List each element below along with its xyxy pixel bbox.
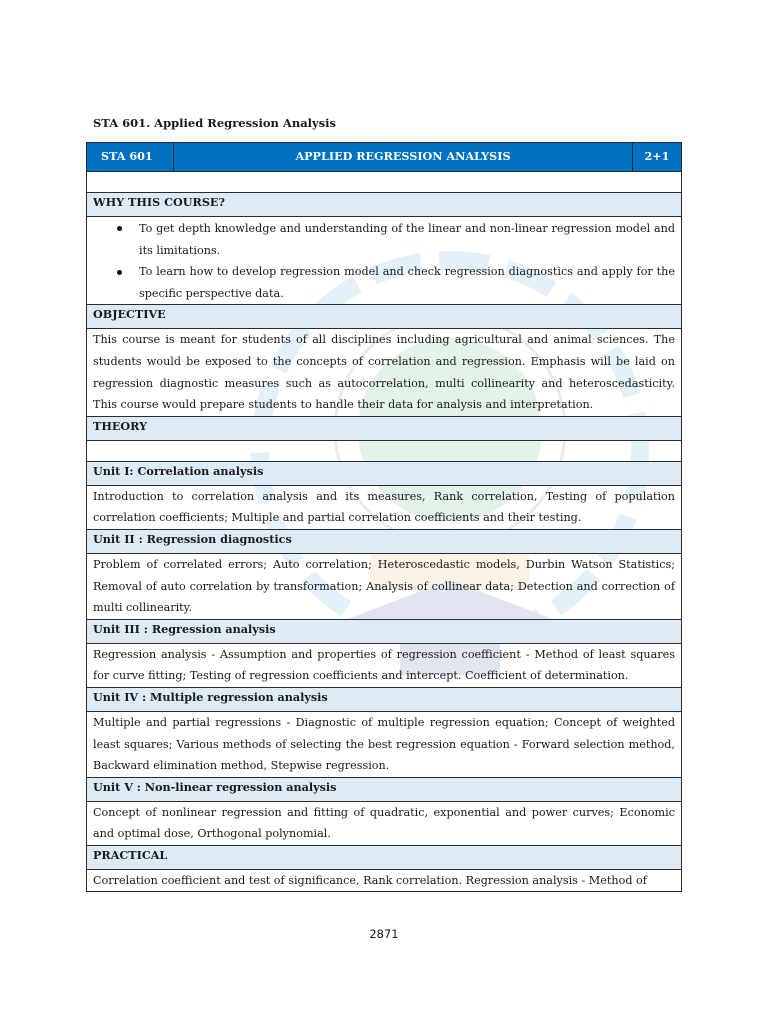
section-heading-row	[87, 687, 682, 711]
practical-body-row	[87, 869, 682, 892]
practical-heading: PRACTICAL	[87, 845, 682, 869]
objective-body-row	[87, 329, 682, 416]
objective-text: This course is meant for students of all disciplines including agricultural and animal sciences. The students would be exposed to the concepts of correlation and regression. Emphasis will be laid on regression diagnostic measures such as autocorrelation, multi collinearity and heteroscedasticity. This course would prepare students to handle their data for analysis and interpretation.	[87, 329, 682, 416]
unit-4-text: Multiple and partial regressions - Diagnostic of multiple regression equation; Concept of weighted least squares; Various methods of selecting the best regression equation - Forward selection method, Backward elimination method, Stepwise regression.	[87, 711, 682, 777]
page-heading: STA 601. Applied Regression Analysis	[93, 116, 337, 130]
blank-row	[87, 172, 682, 193]
unit-4-heading: Unit IV : Multiple regression analysis	[87, 687, 682, 711]
unit-1-heading: Unit I: Correlation analysis	[87, 461, 682, 485]
section-heading-row	[87, 529, 682, 553]
unit-5-heading: Unit V : Non-linear regression analysis	[87, 777, 682, 801]
unit-2-heading: Unit II : Regression diagnostics	[87, 529, 682, 553]
list-item: To get depth knowledge and understanding of the linear and non-linear regression model and its limitations.	[93, 217, 675, 261]
unit-4-body-row	[87, 711, 682, 777]
unit-3-body-row	[87, 643, 682, 687]
unit-3-text: Regression analysis - Assumption and properties of regression coefficient - Method of least squares for curve fitting; Testing of regression coefficients and intercept. Coefficient of determination.	[87, 643, 682, 687]
section-heading-row	[87, 777, 682, 801]
bullet-icon	[117, 270, 122, 275]
list-item: To learn how to develop regression model and check regression diagnostics and apply for the specific perspective data.	[93, 261, 675, 304]
unit-2-text: Problem of correlated errors; Auto correlation; Heteroscedastic models, Durbin Watson Statistics; Removal of auto correlation by transformation; Analysis of collinear data; Detection and correction of multi collinearity.	[87, 553, 682, 619]
unit-5-text: Concept of nonlinear regression and fitting of quadratic, exponential and power curves; Economic and optimal dose, Orthogonal polynomial.	[87, 801, 682, 845]
course-table	[86, 142, 682, 892]
unit-1-body-row	[87, 485, 682, 529]
unit-1-text: Introduction to correlation analysis and its measures, Rank correlation, Testing of population correlation coefficients; Multiple and partial correlation coefficients and their testing.	[87, 485, 682, 529]
practical-text: Correlation coefficient and test of significance, Rank correlation. Regression analysis - Method of	[87, 869, 682, 892]
course-header-row	[87, 143, 682, 172]
bullet-icon	[117, 226, 122, 231]
why-course-list	[93, 217, 675, 304]
page-number: 2871	[369, 927, 399, 941]
course-credits: 2+1	[633, 143, 682, 172]
objective-heading: OBJECTIVE	[87, 305, 682, 329]
section-heading-row	[87, 845, 682, 869]
section-heading-row	[87, 619, 682, 643]
course-code: STA 601	[87, 143, 174, 172]
course-title: APPLIED REGRESSION ANALYSIS	[174, 143, 633, 172]
section-heading-row	[87, 416, 682, 440]
unit-3-heading: Unit III : Regression analysis	[87, 619, 682, 643]
unit-2-body-row	[87, 553, 682, 619]
theory-heading: THEORY	[87, 416, 682, 440]
blank-row	[87, 440, 682, 461]
section-heading-row	[87, 193, 682, 217]
section-heading-row	[87, 305, 682, 329]
unit-5-body-row	[87, 801, 682, 845]
why-course-heading: WHY THIS COURSE?	[87, 193, 682, 217]
why-course-body-row	[87, 217, 682, 305]
section-heading-row	[87, 461, 682, 485]
